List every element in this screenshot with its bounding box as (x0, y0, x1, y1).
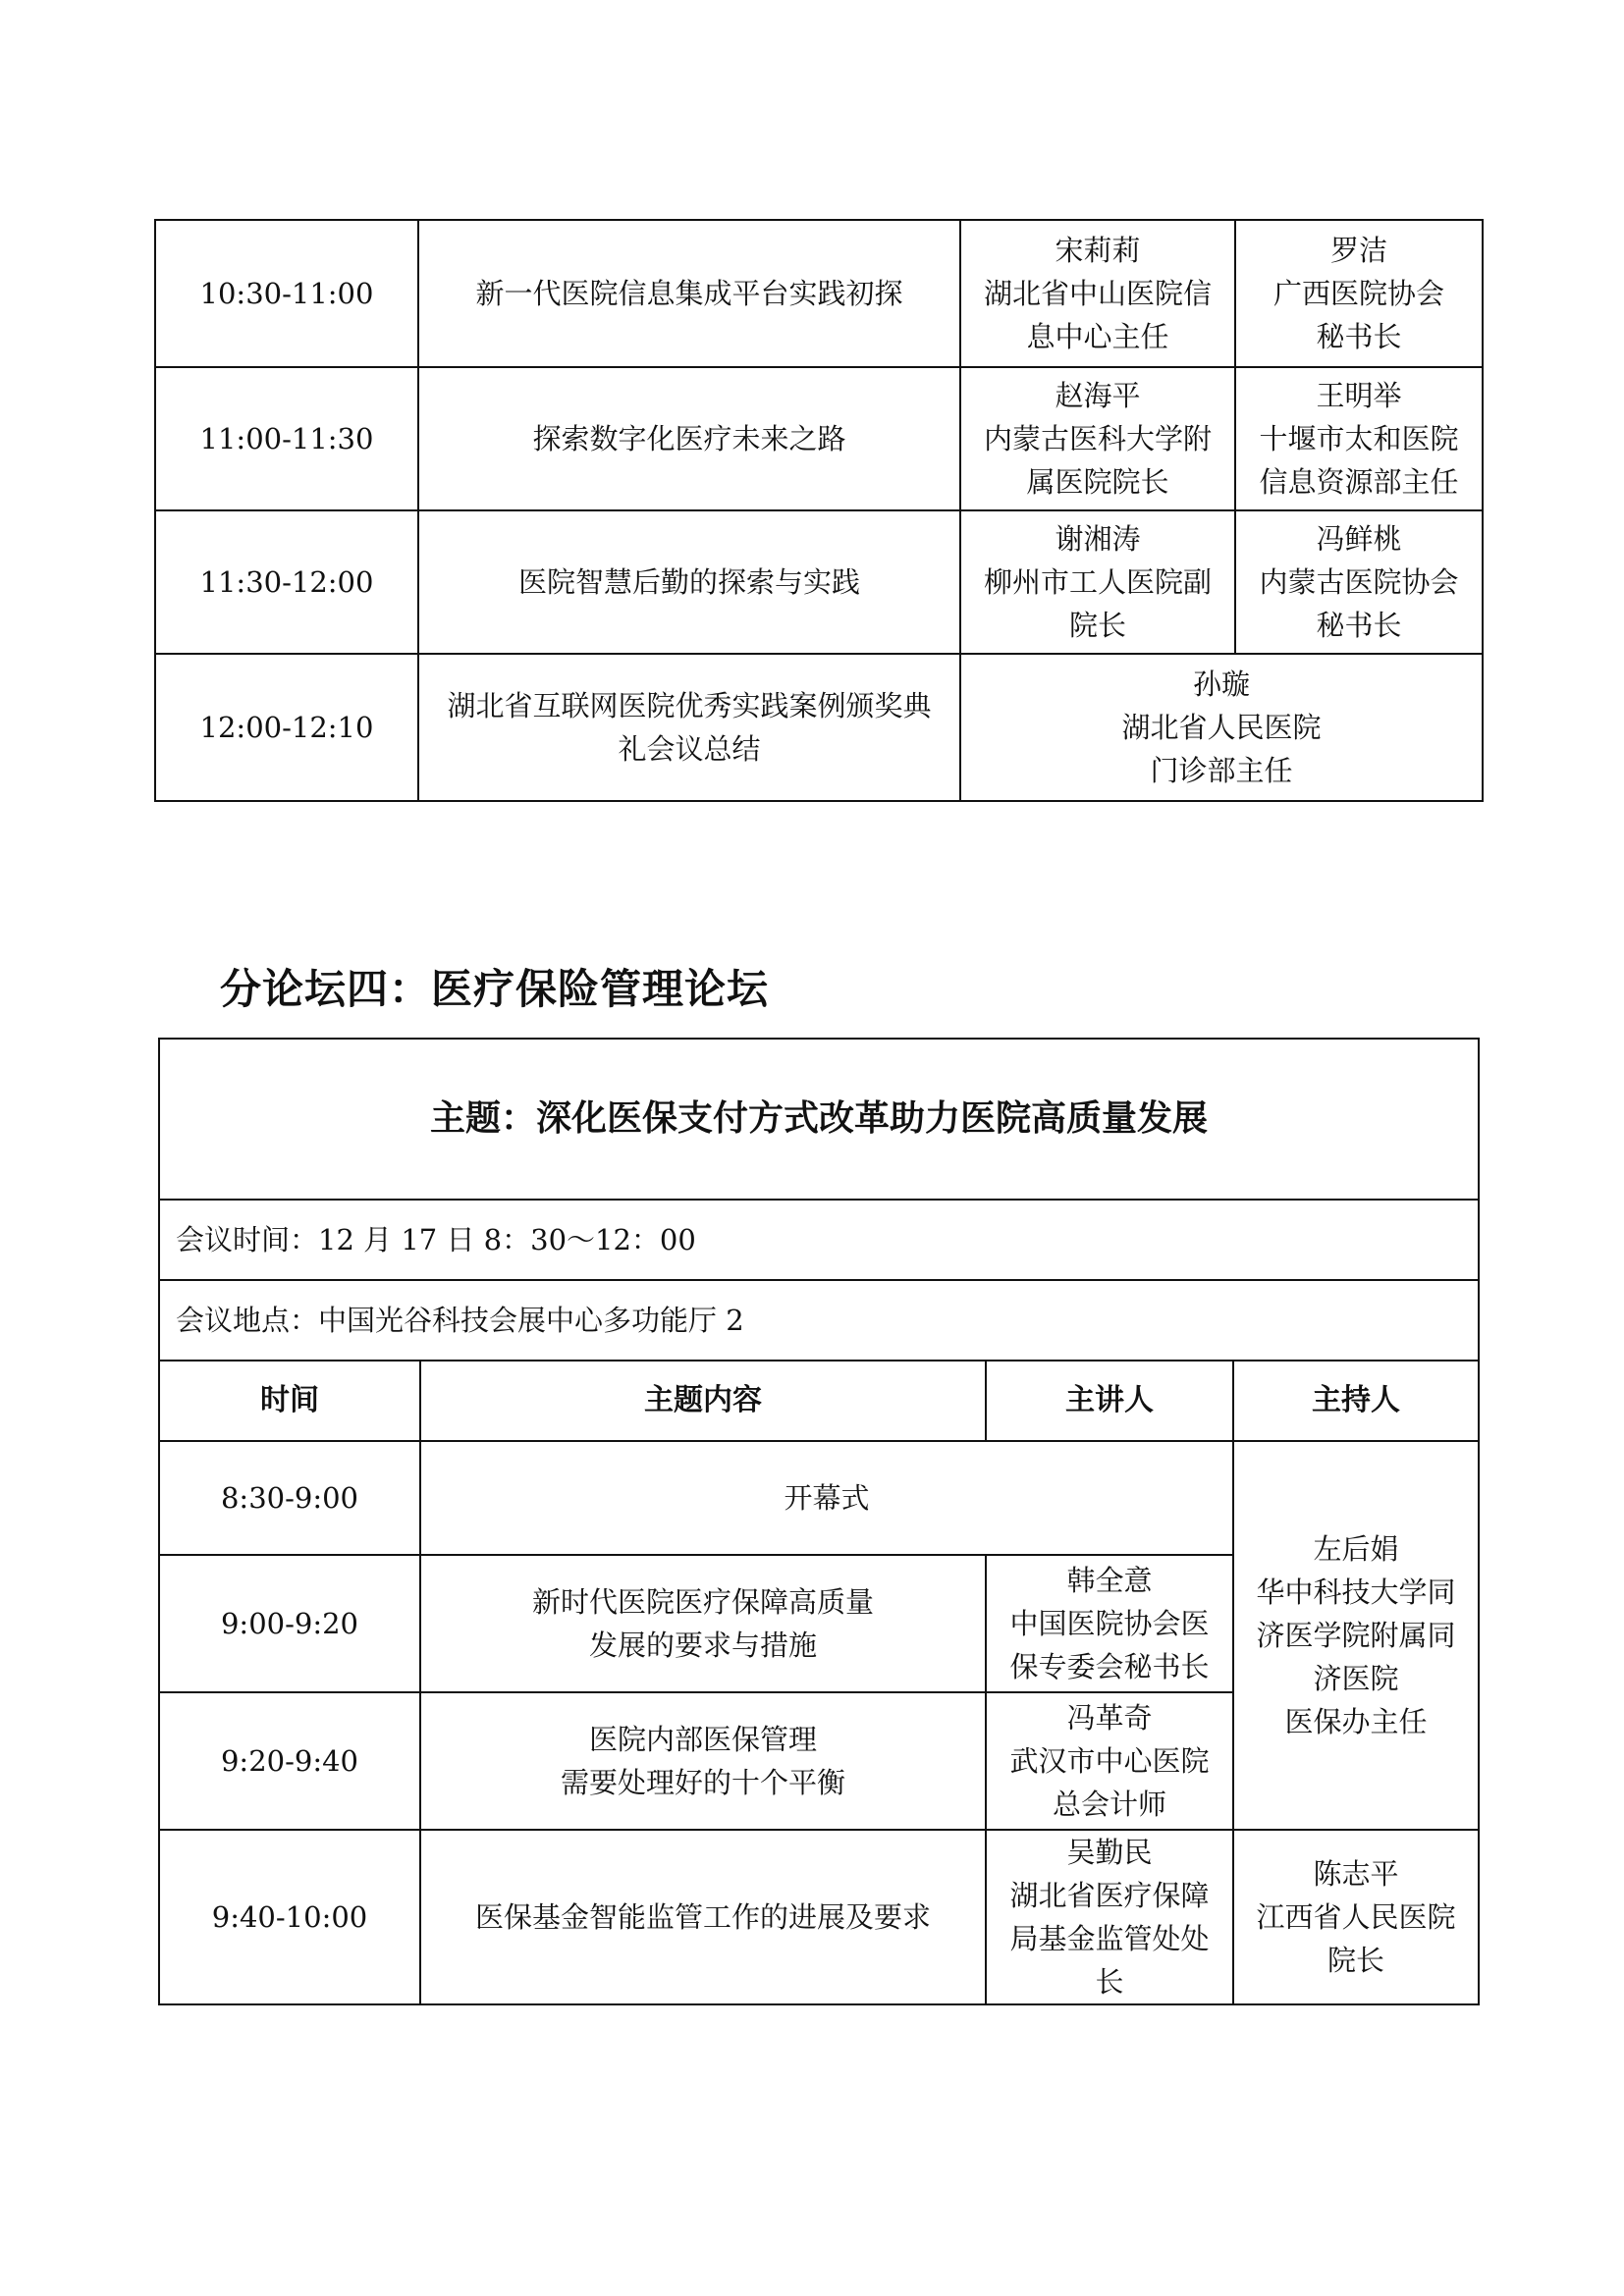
table-row (159, 1830, 1479, 2004)
topic-cell: 新一代医院信息集成平台实践初探 (418, 220, 960, 367)
meeting-place-row (159, 1280, 1479, 1361)
speaker-cell: 谢湘涛 柳州市工人医院副 院长 (960, 510, 1235, 654)
table-row (155, 654, 1483, 801)
table-row (155, 367, 1483, 510)
topic-cell: 医院智慧后勤的探索与实践 (418, 510, 960, 654)
header-time: 时间 (159, 1361, 420, 1441)
time-cell: 11:00-11:30 (155, 367, 418, 510)
table-row (159, 1441, 1479, 1555)
time-cell: 9:00-9:20 (159, 1555, 420, 1692)
speaker-cell: 冯革奇 武汉市中心医院 总会计师 (986, 1692, 1233, 1830)
shared-host-cell: 左后娟 华中科技大学同 济医学院附属同 济医院 医保办主任 (1233, 1441, 1479, 1830)
theme-row (159, 1039, 1479, 1200)
topic-cell: 开幕式 (420, 1441, 1233, 1555)
topic-cell: 医保基金智能监管工作的进展及要求 (420, 1830, 986, 2004)
meeting-place: 会议地点：中国光谷科技会展中心多功能厅 2 (159, 1280, 1479, 1361)
header-host: 主持人 (1233, 1361, 1479, 1441)
speaker-cell: 赵海平 内蒙古医科大学附 属医院院长 (960, 367, 1235, 510)
table-row (155, 220, 1483, 367)
forum-theme: 主题：深化医保支付方式改革助力医院高质量发展 (159, 1039, 1479, 1200)
header-topic: 主题内容 (420, 1361, 986, 1441)
header-speaker: 主讲人 (986, 1361, 1233, 1441)
time-cell: 8:30-9:00 (159, 1441, 420, 1555)
host-cell: 陈志平 江西省人民医院 院长 (1233, 1830, 1479, 2004)
topic-cell: 新时代医院医疗保障高质量 发展的要求与措施 (420, 1555, 986, 1692)
time-cell: 9:40-10:00 (159, 1830, 420, 2004)
header-row (159, 1361, 1479, 1441)
time-cell: 10:30-11:00 (155, 220, 418, 367)
schedule-table-continued (154, 219, 1484, 802)
speaker-cell: 吴勤民 湖北省医疗保障 局基金监管处处 长 (986, 1830, 1233, 2004)
time-cell: 9:20-9:40 (159, 1692, 420, 1830)
speaker-cell: 宋莉莉 湖北省中山医院信 息中心主任 (960, 220, 1235, 367)
meeting-time: 会议时间：12 月 17 日 8：30～12：00 (159, 1200, 1479, 1280)
meeting-time-row (159, 1200, 1479, 1280)
forum-schedule-table (158, 1038, 1480, 2005)
speaker-host-merged-cell: 孙璇 湖北省人民医院 门诊部主任 (960, 654, 1483, 801)
speaker-cell: 韩全意 中国医院协会医 保专委会秘书长 (986, 1555, 1233, 1692)
topic-cell: 探索数字化医疗未来之路 (418, 367, 960, 510)
table-row (155, 510, 1483, 654)
topic-cell: 医院内部医保管理 需要处理好的十个平衡 (420, 1692, 986, 1830)
host-cell: 罗洁 广西医院协会 秘书长 (1235, 220, 1483, 367)
time-cell: 12:00-12:10 (155, 654, 418, 801)
host-cell: 冯鲜桃 内蒙古医院协会 秘书长 (1235, 510, 1483, 654)
host-cell: 王明举 十堰市太和医院 信息资源部主任 (1235, 367, 1483, 510)
forum-heading: 分论坛四：医疗保险管理论坛 (220, 965, 770, 1013)
topic-cell: 湖北省互联网医院优秀实践案例颁奖典 礼会议总结 (418, 654, 960, 801)
time-cell: 11:30-12:00 (155, 510, 418, 654)
